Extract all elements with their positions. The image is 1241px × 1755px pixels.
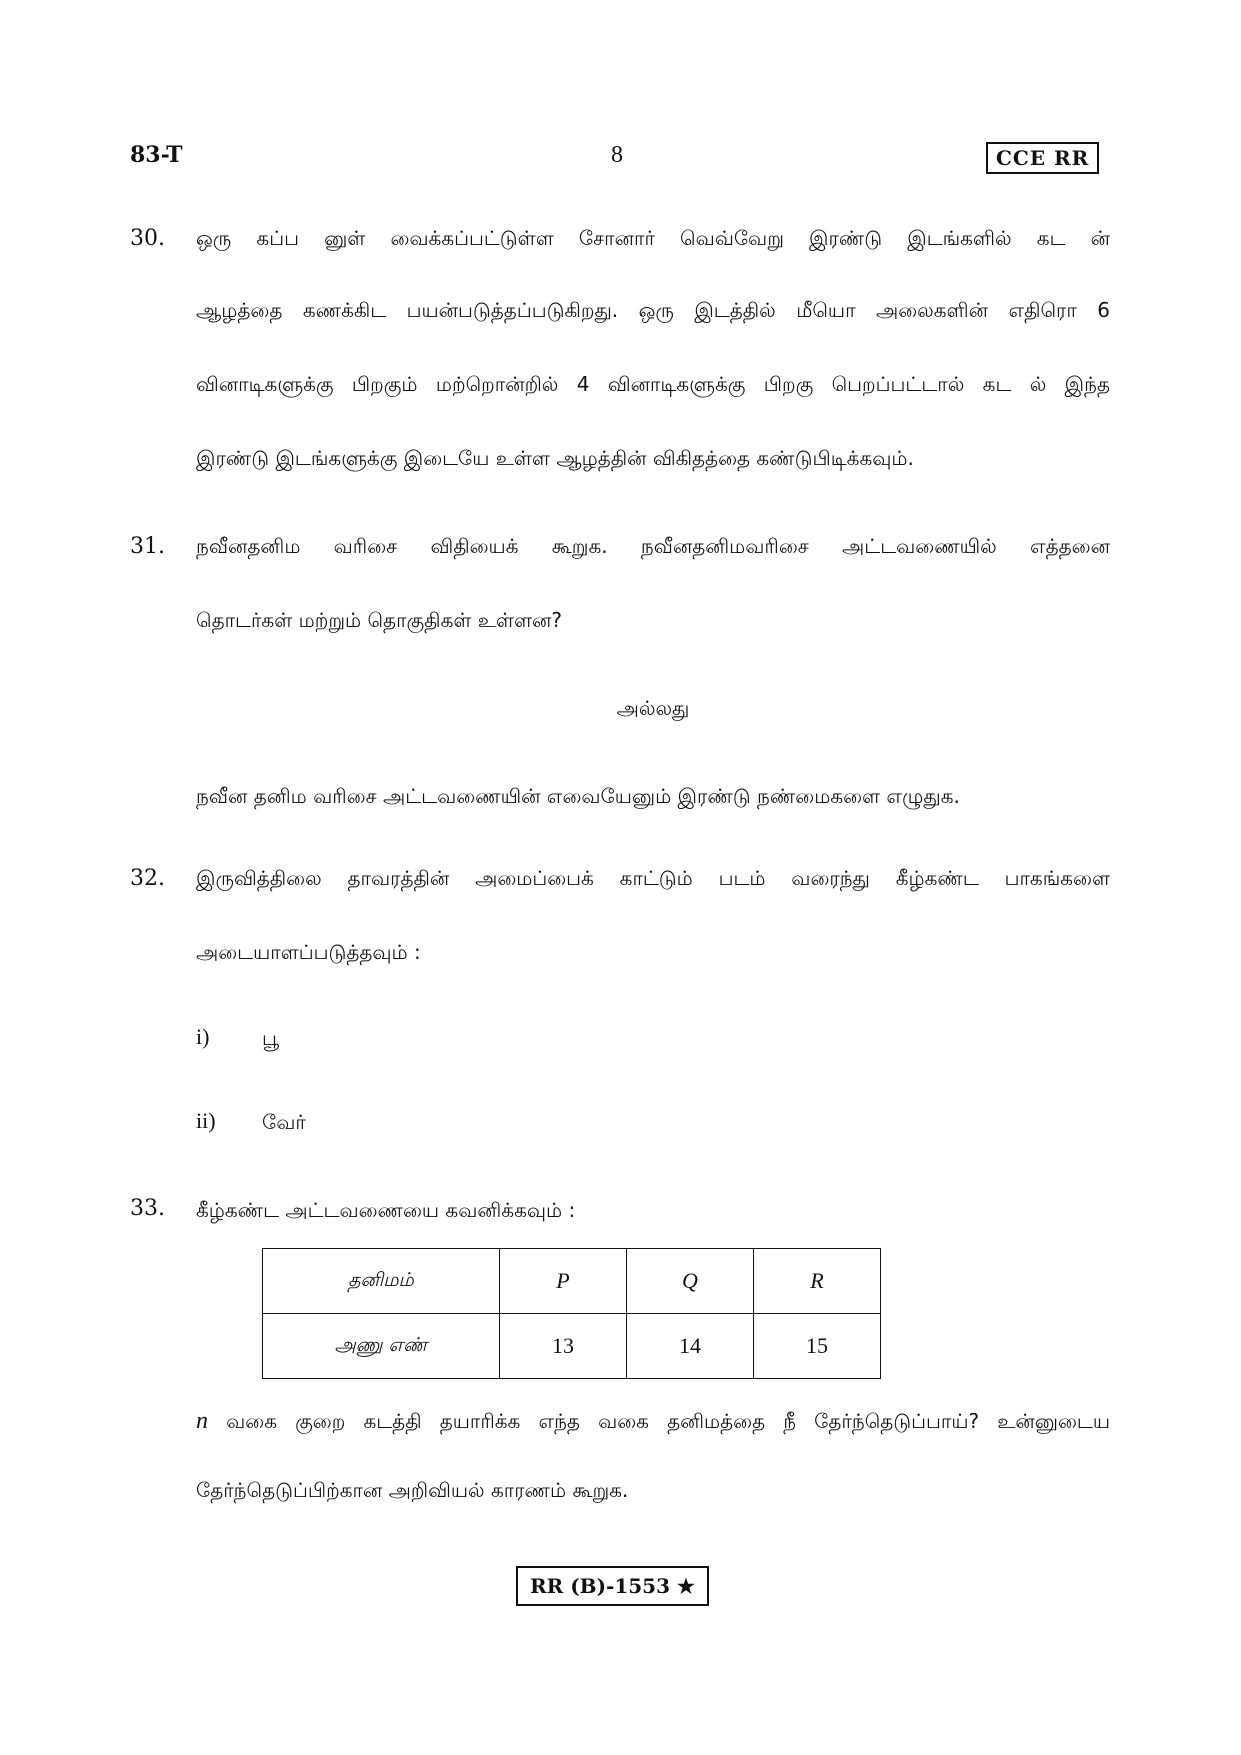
table-cell: Q	[627, 1249, 754, 1314]
or-separator: அல்லது	[616, 696, 690, 720]
question-33-line-1-text: வகை குறை கடத்தி தயாரிக்க எந்த வகை தனிமத்தை நீ தேர்ந்தெடுப்பாய்? உன்னுடைய	[226, 1409, 1110, 1433]
table-row	[263, 1249, 881, 1314]
series-tag: CCE RR	[986, 142, 1099, 174]
question-33-line-1	[196, 1408, 1110, 1436]
question-31-number: 31.	[130, 534, 165, 559]
page-number: 8	[611, 142, 623, 168]
question-30-line-3: வினாடிகளுக்கு பிறகும் மற்றொன்றில் 4 வினாடிகளுக்கு பிறகு பெறப்பட்டால் கட ல் இந்த	[196, 372, 1110, 396]
question-30-line-1: ஒரு கப்ப னுள் வைக்கப்பட்டுள்ள சோனார் வெவ்வேறு இரண்டு இடங்களில் கட ன்	[196, 226, 1110, 250]
paper-code: 83-T	[130, 142, 183, 168]
table-header-element: தனிமம்	[263, 1249, 500, 1314]
question-31-alternative: நவீன தனிம வரிசை அட்டவணையின் எவையேனும் இரண்டு நண்மைகளை எழுதுக.	[196, 784, 960, 808]
question-31-line-1: நவீனதனிம வரிசை விதியைக் கூறுக. நவீனதனிமவரிசை அட்டவணையில் எத்தனை	[196, 534, 1110, 558]
table-cell: 15	[754, 1314, 881, 1379]
question-32-line-1: இருவித்திலை தாவரத்தின் அமைப்பைக் காட்டும் படம் வரைந்து கீழ்கண்ட பாகங்களை	[196, 866, 1110, 890]
table-header-atomic-number: அணு எண்	[263, 1314, 500, 1379]
part-i-text: பூ	[262, 1026, 279, 1050]
question-33-intro: கீழ்கண்ட அட்டவணையை கவனிக்கவும் :	[196, 1198, 576, 1222]
question-32-number: 32.	[130, 866, 165, 891]
table-row	[263, 1314, 881, 1379]
question-30-line-4: இரண்டு இடங்களுக்கு இடையே உள்ள ஆழத்தின் விகிதத்தை கண்டுபிடிக்கவும்.	[196, 446, 914, 470]
question-32-line-2: அடையாளப்படுத்தவும் :	[196, 940, 421, 964]
table-cell: R	[754, 1249, 881, 1314]
question-30-line-2: ஆழத்தை கணக்கிட பயன்படுத்தப்படுகிறது. ஒரு இடத்தில் மீயொ அலைகளின் எதிரொ 6	[196, 298, 1110, 322]
table-cell: 14	[627, 1314, 754, 1379]
part-ii-text: வேர்	[262, 1110, 306, 1134]
table-cell: 13	[500, 1314, 627, 1379]
part-i-number: i)	[196, 1024, 210, 1049]
element-table	[262, 1248, 881, 1379]
question-31-line-2: தொடர்கள் மற்றும் தொகுதிகள் உள்ளன?	[196, 608, 563, 632]
question-30-number: 30.	[130, 226, 165, 251]
question-33-line-2: தேர்ந்தெடுப்பிற்கான அறிவியல் காரணம் கூறுக.	[196, 1478, 629, 1502]
footer-code: RR (B)-1553	[530, 1574, 670, 1598]
footer-code-box	[516, 1566, 709, 1606]
question-33-number: 33.	[130, 1196, 165, 1221]
variable-n: n	[196, 1408, 208, 1434]
star-icon: ★	[676, 1574, 695, 1598]
part-ii-number: ii)	[196, 1108, 216, 1133]
table-cell: P	[500, 1249, 627, 1314]
